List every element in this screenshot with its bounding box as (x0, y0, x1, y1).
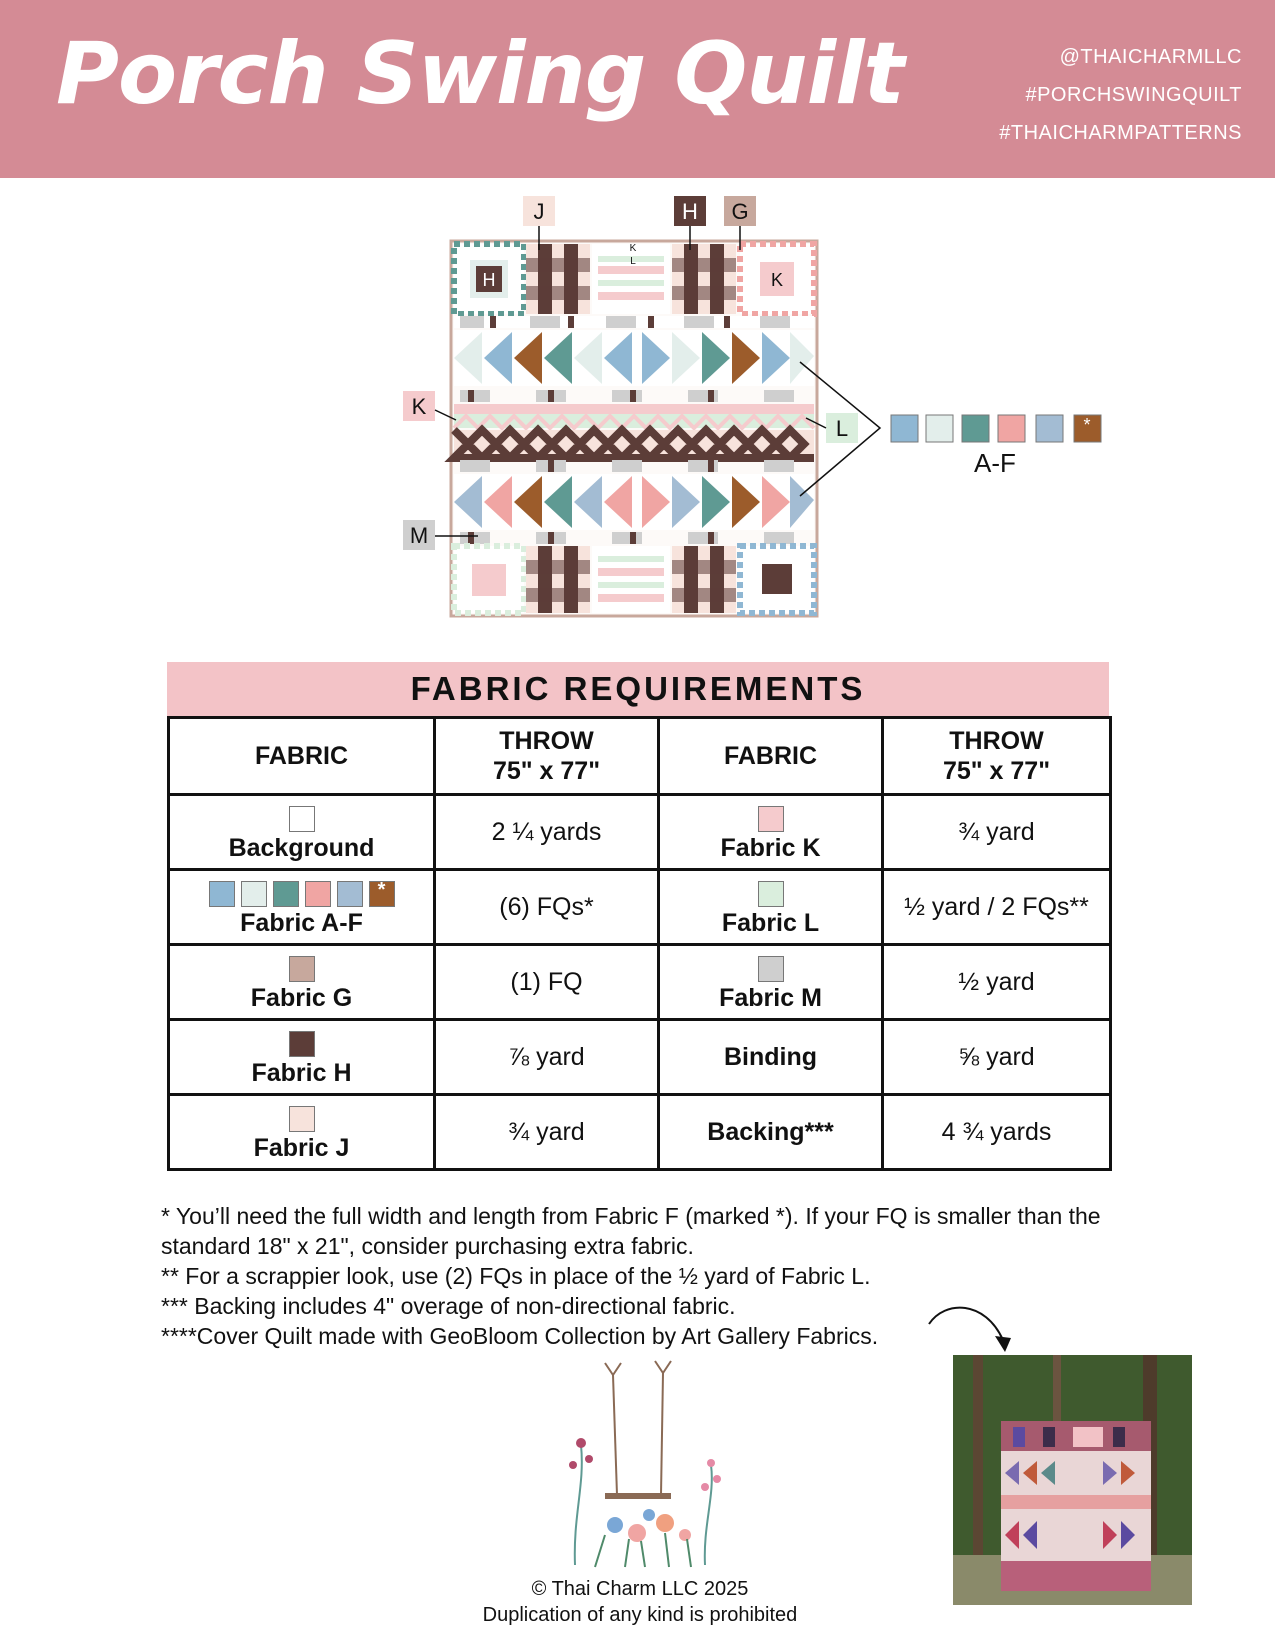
swatch-a (209, 881, 235, 907)
fabric-cell-l (659, 870, 883, 945)
header-throw-right (883, 718, 1111, 795)
table-header-row (169, 718, 1111, 795)
page-title: Porch Swing Quilt (56, 24, 904, 124)
bottom-row (454, 546, 814, 613)
fabric-cell-af (169, 870, 435, 945)
fabric-requirements-table (167, 716, 1112, 1171)
swatch-e (337, 881, 363, 907)
stripe-label-k: K (629, 243, 637, 254)
fabric-cell-h (169, 1020, 435, 1095)
sashing-row-1 (454, 316, 814, 328)
note-4: ****Cover Quilt made with GeoBloom Collection by Art Gallery Fabrics. (161, 1323, 879, 1349)
block-label-h: H (482, 270, 496, 290)
fabric-amount: 4 ¾ yards (883, 1095, 1111, 1170)
table-row (169, 945, 1111, 1020)
swatch-j (289, 1106, 315, 1132)
fabric-amount: ⅞ yard (435, 1020, 659, 1095)
swatch-c (962, 415, 989, 442)
checker-block-bottom-right (672, 546, 736, 613)
fabric-cell-j (169, 1095, 435, 1170)
stripe-label-l: L (630, 256, 636, 267)
header-throw-left-line1: THROW (499, 727, 594, 755)
callout-g: G (731, 199, 749, 224)
header-fabric-right: FABRIC (659, 718, 883, 795)
swatch-d (998, 415, 1025, 442)
callout-l: L (835, 416, 849, 441)
swatch-background (289, 806, 315, 832)
swatch-e (1036, 415, 1063, 442)
header-banner (0, 0, 1275, 178)
note-3: *** Backing includes 4" overage of non-directional fabric. (161, 1293, 736, 1319)
fabric-amount: ¾ yard (435, 1095, 659, 1170)
corner-block-bottom-right (740, 546, 814, 613)
fabric-amount: ¾ yard (883, 795, 1111, 870)
table-row (169, 795, 1111, 870)
fabric-name: Fabric K (720, 834, 821, 862)
fabric-cell-k (659, 795, 883, 870)
fabric-name: Fabric L (721, 909, 820, 937)
fabric-name: Binding (723, 1043, 818, 1071)
note-2: ** For a scrappier look, use (2) FQs in place of the ½ yard of Fabric L. (161, 1263, 871, 1289)
cover-quilt-photo (953, 1355, 1192, 1605)
table-row (169, 870, 1111, 945)
duplication-notice: Duplication of any kind is prohibited (482, 1604, 798, 1626)
swatch-f-star: * (377, 879, 386, 901)
callout-k: K (411, 394, 427, 419)
swatch-g (289, 956, 315, 982)
fabric-name: Fabric G (250, 984, 353, 1012)
note-1: * You’ll need the full width and length from Fabric F (marked *). If your FQ is smaller than the standard 18" x 21", consider purchasing extra fabric. (161, 1203, 1101, 1259)
callout-h: H (682, 199, 698, 224)
checker-block-bottom-left (526, 546, 590, 613)
fabric-name: Fabric H (251, 1059, 352, 1087)
fabric-name: Fabric J (253, 1134, 350, 1162)
curved-arrow-icon (925, 1296, 1015, 1356)
swatch-a (891, 415, 918, 442)
flying-geese-row-1 (454, 330, 814, 386)
swatch-b (926, 415, 953, 442)
callout-j: J (533, 199, 545, 224)
swatch-b (241, 881, 267, 907)
header-throw-left-line2: 75" x 77" (492, 757, 601, 785)
table-row (169, 1020, 1111, 1095)
top-row (454, 244, 814, 314)
fabric-cell-background (169, 795, 435, 870)
swatch-l (758, 881, 784, 907)
callout-m: M (409, 523, 429, 548)
fabric-amount: 2 ¼ yards (435, 795, 659, 870)
header-fabric-left: FABRIC (169, 718, 435, 795)
social-handle: @THAICHARMLLC (1059, 46, 1242, 68)
header-throw-right-line2: 75" x 77" (942, 757, 1051, 785)
hourglass-row (454, 430, 814, 458)
fabric-cell-m (659, 945, 883, 1020)
fabric-name: Backing*** (707, 1118, 834, 1146)
block-label-k: K (770, 270, 784, 290)
af-swatches (891, 415, 1101, 442)
fabric-name: Fabric A-F (240, 909, 363, 937)
checker-block-left (526, 244, 590, 314)
checker-block-right (672, 244, 736, 314)
fabric-amount: ⅝ yard (883, 1020, 1111, 1095)
swatch-c (273, 881, 299, 907)
center-stripes-bottom (592, 546, 670, 613)
kl-stripe-row (454, 404, 814, 428)
table-title: FABRIC REQUIREMENTS (167, 662, 1109, 716)
swatch-f-star: * (1083, 415, 1091, 435)
social-hashtag-patterns: #THAICHARMPATTERNS (999, 122, 1242, 144)
header-throw-left (435, 718, 659, 795)
flying-geese-row-2 (454, 474, 814, 530)
header-throw-right-line1: THROW (949, 727, 1044, 755)
fabric-amount: ½ yard / 2 FQs** (883, 870, 1111, 945)
corner-block-bottom-left (454, 546, 524, 613)
social-hashtag-quilt: #PORCHSWINGQUILT (1025, 84, 1242, 106)
fabric-amount: (1) FQ (435, 945, 659, 1020)
table-row (169, 1095, 1111, 1170)
fabric-amount: ½ yard (883, 945, 1111, 1020)
swatch-m (758, 956, 784, 982)
fabric-cell-g (169, 945, 435, 1020)
swatch-d (305, 881, 331, 907)
swatch-f (369, 881, 395, 907)
fabric-name: Fabric M (719, 984, 822, 1012)
porch-swing-illustration (545, 1355, 745, 1570)
af-label: A-F (974, 448, 1016, 478)
swatch-k (758, 806, 784, 832)
swatch-h (289, 1031, 315, 1057)
center-stripes-top (592, 244, 670, 314)
fabric-cell-backing (659, 1095, 883, 1170)
fabric-cell-binding (659, 1020, 883, 1095)
copyright-footer (440, 1576, 840, 1628)
copyright-text: © Thai Charm LLC 2025 (531, 1578, 749, 1600)
quilt-diagram (0, 190, 1275, 630)
fabric-amount: (6) FQs* (435, 870, 659, 945)
fabric-name: Background (228, 834, 375, 862)
